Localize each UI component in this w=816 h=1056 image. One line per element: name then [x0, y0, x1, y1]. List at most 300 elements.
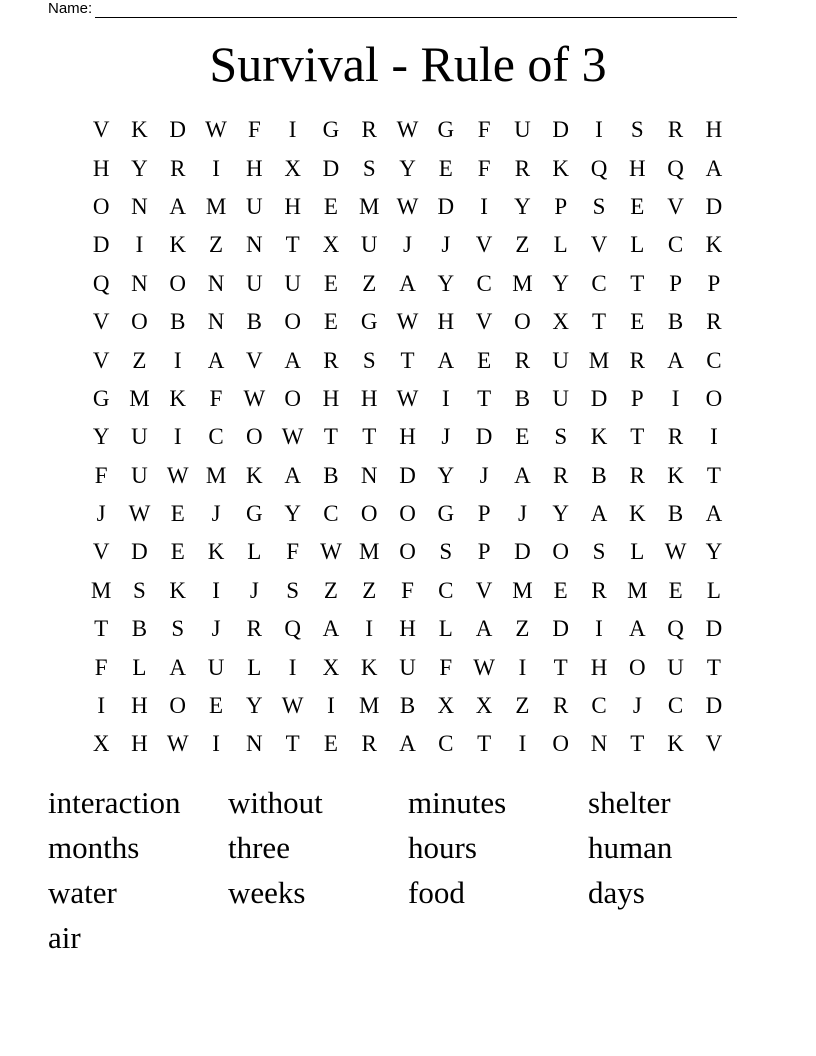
grid-letter: C	[323, 501, 339, 527]
grid-letter: R	[514, 347, 531, 373]
grid-letter: I	[212, 731, 220, 757]
grid-letter: R	[514, 155, 531, 181]
grid-letter: S	[362, 155, 376, 181]
grid-letter: V	[590, 232, 608, 258]
grid-letter: T	[94, 616, 109, 642]
grid-letter: I	[518, 731, 527, 757]
grid-letter: L	[247, 654, 262, 680]
grid-letter: K	[628, 501, 646, 527]
grid-letter: R	[629, 347, 645, 373]
grid-letter: L	[553, 232, 568, 258]
grid-letter: S	[286, 577, 300, 603]
grid-letter: U	[514, 117, 531, 143]
grid-letter: C	[476, 270, 492, 296]
grid-letter: C	[706, 347, 722, 373]
grid-letter: U	[667, 654, 684, 680]
grid-letter: F	[209, 385, 223, 411]
grid-letter: W	[396, 193, 419, 219]
grid-letter: A	[322, 616, 340, 642]
grid-letter: U	[246, 270, 263, 296]
grid-letter: E	[630, 193, 645, 219]
grid-letter: H	[131, 731, 148, 757]
grid-letter: K	[169, 577, 187, 603]
grid-letter: T	[630, 424, 645, 450]
grid-letter: A	[207, 347, 225, 373]
grid-letter: V	[92, 309, 110, 335]
grid-letter: F	[247, 117, 261, 143]
grid-letter: L	[132, 654, 147, 680]
grid-letter: K	[131, 117, 148, 143]
grid-letter: F	[401, 577, 414, 603]
grid-letter: C	[438, 577, 454, 603]
grid-letter: D	[705, 693, 723, 719]
grid-letter: E	[323, 731, 338, 757]
grid-letter: H	[399, 616, 416, 642]
grid-letter: W	[243, 385, 266, 411]
grid-letter: B	[170, 309, 186, 335]
grid-letter: R	[706, 309, 722, 335]
grid-letter: B	[667, 501, 684, 527]
grid-letter: U	[131, 462, 148, 488]
grid-letter: V	[475, 232, 493, 258]
grid-letter: S	[362, 347, 376, 373]
grid-letter: T	[706, 462, 721, 488]
grid-letter: K	[246, 462, 263, 488]
grid-letter: E	[170, 539, 185, 565]
grid-letter: D	[705, 193, 723, 219]
grid-letter: S	[554, 424, 568, 450]
grid-letter: P	[477, 501, 491, 527]
grid-letter: A	[399, 731, 416, 757]
grid-letter: A	[705, 501, 723, 527]
grid-letter: E	[515, 424, 530, 450]
word-bank-item: days	[588, 875, 645, 910]
word-bank-item: interaction	[48, 785, 181, 820]
grid-letter: J	[96, 501, 106, 527]
grid-letter: V	[705, 731, 723, 757]
grid-letter: H	[246, 155, 263, 181]
grid-letter: E	[323, 193, 338, 219]
grid-letter: Q	[667, 155, 684, 181]
grid-letter: H	[705, 117, 723, 143]
grid-letter: W	[166, 462, 189, 488]
grid-letter: J	[479, 462, 489, 488]
grid-letter: E	[630, 309, 645, 335]
grid-letter: T	[285, 731, 300, 757]
grid-letter: L	[630, 232, 645, 258]
grid-letter: D	[552, 117, 570, 143]
grid-letter: W	[281, 424, 304, 450]
grid-letter: G	[437, 117, 455, 143]
grid-letter: E	[323, 309, 338, 335]
grid-letter: E	[209, 693, 224, 719]
grid-letter: U	[284, 270, 301, 296]
grid-letter: T	[400, 347, 415, 373]
grid-letter: Z	[515, 693, 530, 719]
grid-letter: T	[591, 309, 607, 335]
grid-letter: Y	[705, 539, 723, 565]
grid-letter: H	[437, 309, 455, 335]
grid-letter: X	[475, 693, 493, 719]
grid-letter: M	[359, 693, 380, 719]
word-bank-item: water	[48, 875, 117, 910]
grid-letter: O	[169, 270, 187, 296]
grid-letter: I	[288, 654, 297, 680]
grid-letter: U	[552, 347, 570, 373]
grid-letter: J	[441, 424, 451, 450]
grid-letter: H	[628, 155, 646, 181]
page-title: Survival - Rule of 3	[209, 36, 607, 92]
grid-letter: I	[595, 117, 603, 143]
grid-letter: W	[473, 654, 495, 680]
grid-letter: U	[360, 232, 378, 258]
grid-letter: B	[131, 616, 148, 642]
grid-letter: W	[128, 501, 151, 527]
grid-letter: F	[94, 462, 108, 488]
grid-letter: Y	[437, 462, 455, 488]
grid-letter: V	[246, 347, 263, 373]
grid-letter: C	[591, 270, 607, 296]
grid-letter: E	[668, 577, 683, 603]
grid-letter: W	[664, 539, 687, 565]
word-bank-item: months	[48, 830, 140, 865]
grid-letter: K	[667, 462, 684, 488]
grid-letter: V	[92, 117, 110, 143]
grid-letter: B	[514, 385, 531, 411]
grid-letter: V	[92, 539, 110, 565]
grid-letter: M	[512, 577, 533, 603]
grid-letter: O	[705, 385, 723, 411]
grid-letter: T	[706, 654, 721, 680]
grid-letter: G	[322, 117, 340, 143]
grid-letter: A	[667, 347, 684, 373]
grid-letter: J	[441, 232, 451, 258]
grid-letter: A	[514, 462, 531, 488]
grid-letter: N	[590, 731, 608, 757]
grid-letter: Y	[437, 270, 455, 296]
grid-letter: Y	[514, 193, 531, 219]
grid-letter: J	[211, 501, 221, 527]
grid-letter: F	[94, 654, 108, 680]
grid-letter: J	[517, 501, 527, 527]
grid-letter: H	[284, 193, 301, 219]
name-underline	[95, 2, 737, 18]
grid-letter: O	[246, 424, 263, 450]
grid-letter: Z	[362, 270, 377, 296]
grid-letter: Y	[552, 270, 570, 296]
grid-letter: M	[512, 270, 533, 296]
grid-letter: W	[396, 309, 419, 335]
grid-letter: X	[437, 693, 455, 719]
grid-letter: A	[169, 654, 187, 680]
grid-letter: Q	[590, 155, 608, 181]
grid-letter: S	[171, 616, 185, 642]
grid-letter: Y	[246, 693, 263, 719]
grid-letter: R	[667, 424, 684, 450]
grid-letter: S	[630, 117, 644, 143]
grid-letter: Z	[323, 577, 338, 603]
grid-letter: X	[552, 309, 570, 335]
grid-letter: K	[552, 155, 570, 181]
grid-letter: V	[475, 577, 493, 603]
grid-letter: B	[667, 309, 684, 335]
grid-letter: C	[591, 693, 607, 719]
grid-letter: I	[173, 347, 182, 373]
grid-letter: C	[208, 424, 224, 450]
grid-letter: I	[212, 155, 220, 181]
grid-letter: N	[246, 731, 263, 757]
grid-letter: D	[169, 117, 187, 143]
grid-letter: V	[475, 309, 493, 335]
grid-letter: O	[360, 501, 378, 527]
grid-letter: R	[361, 731, 377, 757]
grid-letter: X	[322, 232, 340, 258]
grid-letter: T	[630, 731, 645, 757]
grid-letter: O	[169, 693, 187, 719]
word-bank-item: shelter	[588, 785, 671, 820]
grid-letter: R	[361, 117, 377, 143]
grid-letter: O	[399, 539, 416, 565]
grid-letter: I	[288, 117, 297, 143]
grid-letter: L	[247, 539, 262, 565]
grid-letter: H	[360, 385, 378, 411]
grid-letter: Y	[399, 155, 416, 181]
grid-letter: F	[477, 155, 491, 181]
grid-letter: P	[554, 193, 568, 219]
grid-letter: K	[169, 385, 187, 411]
grid-letter: I	[595, 616, 603, 642]
grid-letter: H	[322, 385, 340, 411]
grid-letter: A	[284, 462, 301, 488]
grid-letter: M	[90, 577, 112, 603]
grid-letter: E	[323, 270, 338, 296]
grid-letter: P	[669, 270, 682, 296]
grid-letter: K	[169, 232, 187, 258]
grid-letter: G	[360, 309, 378, 335]
grid-letter: Z	[209, 232, 224, 258]
grid-letter: A	[399, 270, 416, 296]
grid-letter: A	[169, 193, 187, 219]
word-bank-item: human	[588, 830, 673, 865]
grid-letter: D	[437, 193, 455, 219]
grid-letter: D	[590, 385, 608, 411]
grid-letter: Y	[92, 424, 110, 450]
grid-letter: E	[170, 501, 185, 527]
grid-letter: N	[131, 270, 148, 296]
word-bank-item: food	[408, 875, 465, 910]
grid-letter: P	[707, 270, 721, 296]
grid-letter: W	[281, 693, 304, 719]
grid-letter: K	[705, 232, 723, 258]
grid-letter: J	[211, 616, 221, 642]
grid-letter: E	[553, 577, 568, 603]
grid-letter: R	[170, 155, 186, 181]
grid-letter: I	[327, 693, 335, 719]
grid-letter: I	[441, 385, 450, 411]
grid-letter: T	[553, 654, 568, 680]
grid-letter: C	[438, 731, 454, 757]
grid-letter: D	[705, 616, 723, 642]
grid-letter: T	[362, 424, 377, 450]
grid-letter: Q	[284, 616, 301, 642]
grid-letter: V	[667, 193, 684, 219]
grid-letter: M	[627, 577, 648, 603]
grid-letter: N	[360, 462, 378, 488]
grid-letter: A	[475, 616, 493, 642]
grid-letter: N	[207, 270, 225, 296]
grid-letter: H	[590, 654, 608, 680]
grid-letter: M	[205, 193, 227, 219]
grid-letter: J	[249, 577, 259, 603]
grid-letter: N	[131, 193, 148, 219]
grid-letter: J	[632, 693, 642, 719]
grid-letter: I	[710, 424, 718, 450]
grid-letter: M	[129, 385, 150, 411]
word-bank-item: without	[228, 785, 323, 820]
grid-letter: O	[92, 193, 110, 219]
grid-letter: O	[552, 539, 570, 565]
grid-letter: P	[477, 539, 491, 565]
grid-letter: M	[359, 539, 380, 565]
grid-letter: I	[480, 193, 488, 219]
grid-letter: O	[284, 385, 301, 411]
grid-letter: T	[323, 424, 338, 450]
grid-letter: D	[552, 616, 570, 642]
grid-letter: K	[360, 654, 378, 680]
grid-letter: R	[591, 577, 607, 603]
grid-letter: N	[207, 309, 225, 335]
grid-letter: F	[477, 117, 491, 143]
grid-letter: Y	[131, 155, 148, 181]
grid-letter: C	[667, 232, 684, 258]
grid-letter: L	[706, 577, 721, 603]
grid-letter: T	[477, 731, 492, 757]
grid-letter: M	[588, 347, 610, 373]
grid-letter: O	[131, 309, 148, 335]
grid-letter: K	[667, 731, 684, 757]
grid-letter: W	[166, 731, 189, 757]
grid-letter: T	[285, 232, 300, 258]
grid-letter: W	[205, 117, 227, 143]
word-bank-item: hours	[408, 830, 477, 865]
word-bank-item: three	[228, 830, 290, 865]
name-label: Name:	[48, 0, 93, 17]
grid-letter: R	[553, 693, 569, 719]
grid-letter: Y	[552, 501, 570, 527]
grid-letter: S	[592, 539, 606, 565]
grid-letter: M	[205, 462, 227, 488]
grid-letter: P	[630, 385, 644, 411]
grid-letter: G	[92, 385, 110, 411]
grid-letter: F	[286, 539, 300, 565]
grid-letter: W	[396, 385, 419, 411]
grid-letter: I	[97, 693, 105, 719]
grid-letter: E	[477, 347, 492, 373]
grid-letter: U	[399, 654, 416, 680]
grid-letter: I	[173, 424, 182, 450]
grid-letter: S	[592, 193, 606, 219]
word-bank-item: air	[48, 920, 81, 955]
grid-letter: O	[284, 309, 301, 335]
word-bank	[48, 782, 768, 962]
grid-letter: I	[212, 577, 220, 603]
grid-letter: F	[439, 654, 453, 680]
grid-letter: A	[705, 155, 723, 181]
grid-letter: Z	[132, 347, 147, 373]
grid-letter: I	[135, 232, 144, 258]
grid-letter: K	[207, 539, 225, 565]
grid-letter: H	[131, 693, 148, 719]
grid-letter: A	[284, 347, 301, 373]
grid-letter: G	[246, 501, 263, 527]
grid-letter: O	[399, 501, 416, 527]
grid-letter: D	[92, 232, 110, 258]
grid-letter: D	[322, 155, 340, 181]
grid-letter: H	[92, 155, 110, 181]
word-bank-item: weeks	[228, 875, 306, 910]
grid-letter: T	[630, 270, 645, 296]
grid-letter: Z	[362, 577, 377, 603]
letter-grid	[82, 111, 733, 764]
grid-letter: Y	[284, 501, 301, 527]
grid-letter: O	[552, 731, 570, 757]
grid-letter: L	[438, 616, 453, 642]
grid-letter: D	[475, 424, 493, 450]
grid-letter: S	[439, 539, 453, 565]
grid-letter: B	[591, 462, 607, 488]
grid-letter: W	[396, 117, 419, 143]
grid-letter: X	[92, 731, 110, 757]
grid-letter: A	[590, 501, 608, 527]
grid-letter: D	[131, 539, 148, 565]
grid-letter: H	[399, 424, 416, 450]
grid-letter: S	[133, 577, 146, 603]
grid-letter: R	[553, 462, 569, 488]
grid-letter: C	[667, 693, 684, 719]
grid-letter: B	[399, 693, 416, 719]
grid-letter: D	[399, 462, 416, 488]
grid-letter: Q	[667, 616, 684, 642]
grid-letter: I	[671, 385, 680, 411]
grid-letter: U	[207, 654, 225, 680]
grid-letter: B	[323, 462, 339, 488]
grid-letter: K	[590, 424, 608, 450]
grid-letter: M	[359, 193, 380, 219]
grid-letter: U	[552, 385, 570, 411]
grid-letter: B	[246, 309, 262, 335]
grid-letter: L	[630, 539, 645, 565]
grid-letter: R	[246, 616, 262, 642]
name-field	[48, 0, 737, 18]
grid-letter: V	[92, 347, 110, 373]
grid-letter: R	[323, 347, 339, 373]
grid-letter: T	[477, 385, 492, 411]
grid-letter: R	[629, 462, 645, 488]
grid-letter: U	[246, 193, 263, 219]
grid-letter: G	[437, 501, 455, 527]
grid-letter: W	[320, 539, 342, 565]
grid-letter: X	[284, 155, 301, 181]
grid-letter: N	[246, 232, 263, 258]
grid-letter: E	[438, 155, 453, 181]
grid-letter: J	[403, 232, 412, 258]
grid-letter: Z	[515, 232, 530, 258]
grid-letter: R	[667, 117, 684, 143]
grid-letter: A	[628, 616, 646, 642]
grid-letter: U	[131, 424, 148, 450]
grid-letter: I	[365, 616, 374, 642]
grid-letter: X	[322, 654, 340, 680]
